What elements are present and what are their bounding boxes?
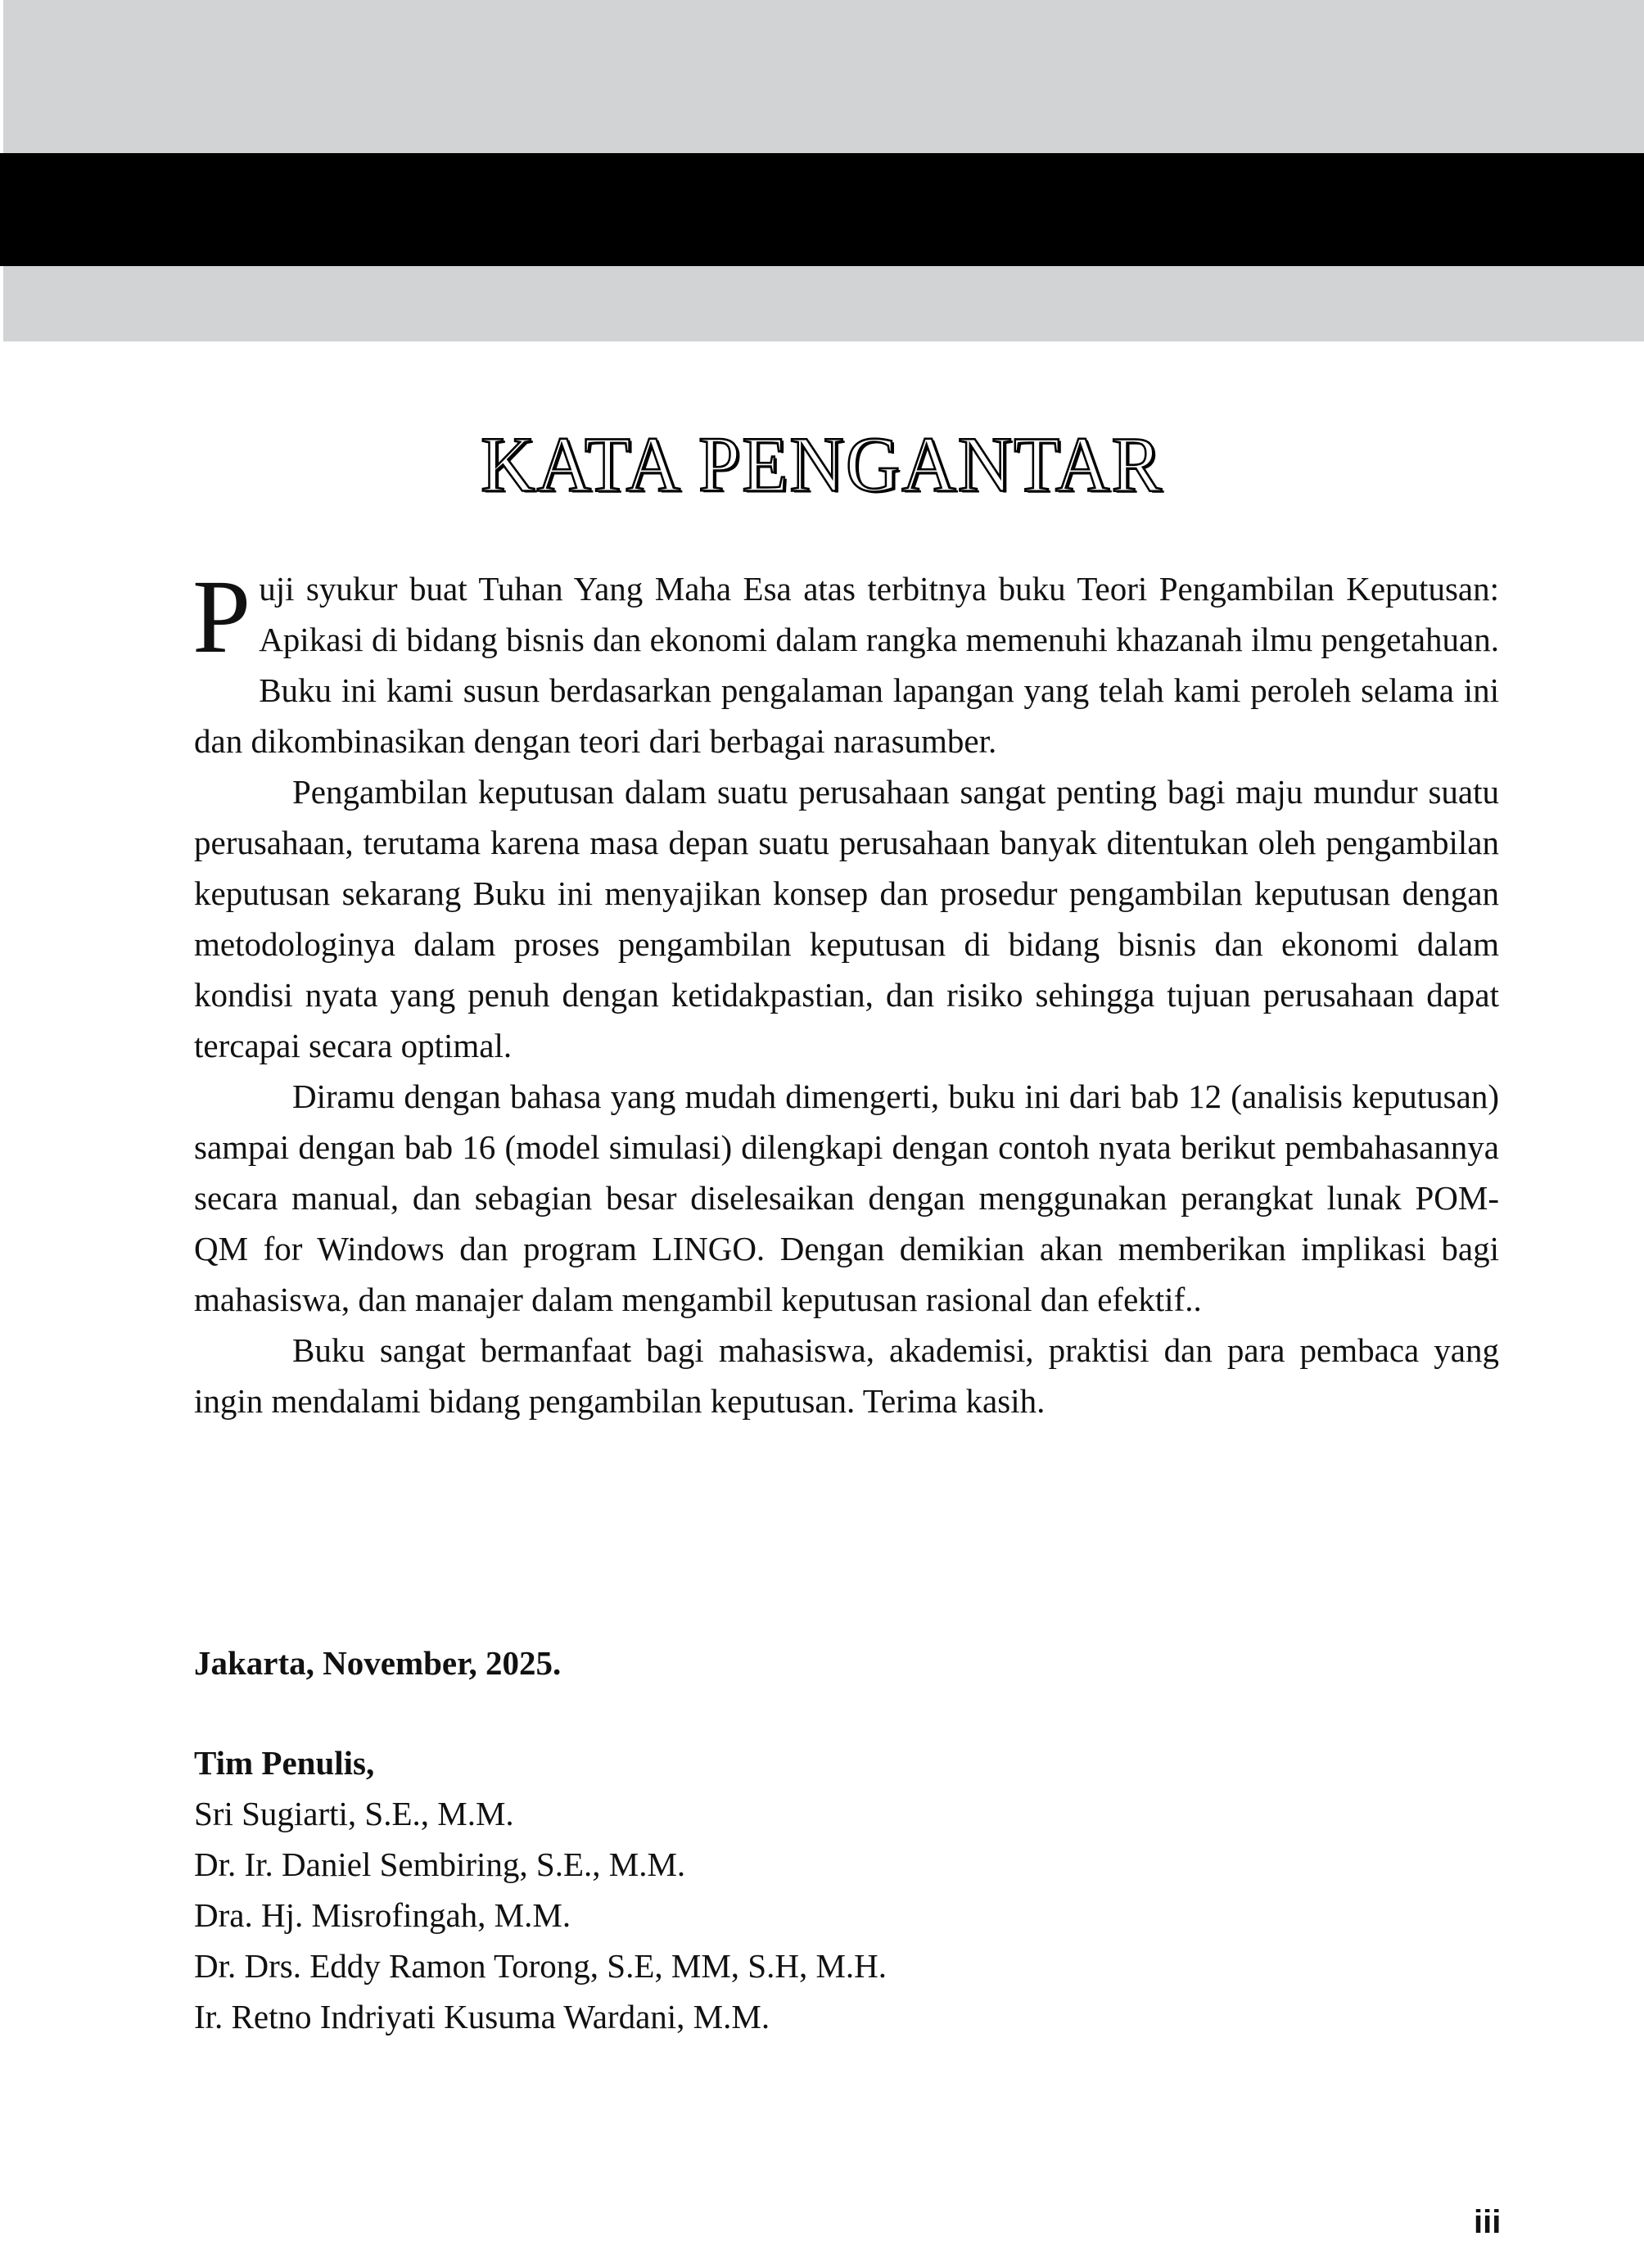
drop-cap: P — [192, 558, 251, 675]
paragraph-4: Buku sangat bermanfaat bagi mahasiswa, akademisi, praktisi dan para pembaca yang ingin mendalami bidang pengambilan keputusan. Terima kasih. — [194, 1331, 1499, 1420]
author-name: Dra. Hj. Misrofingah, M.M. — [194, 1896, 571, 1934]
header-band-black — [0, 153, 1644, 266]
author-name: Ir. Retno Indriyati Kusuma Wardani, M.M. — [194, 1998, 770, 2035]
paragraph-3: Diramu dengan bahasa yang mudah dimengerti, buku ini dari bab 12 (analisis keputusan) sampai dengan bab 16 (model simulasi) dilengkapi dengan contoh nyata berikut pembahasannya secara manual, dan sebagian besar diselesaikan dengan menggunakan perangkat lunak POM-QM for Windows dan program LINGO. Dengan demikian akan memberikan implikasi bagi mahasiswa, dan manajer dalam mengambil keputusan rasional dan efektif.. — [194, 1078, 1499, 1318]
paragraph-2: Pengambilan keputusan dalam suatu perusahaan sangat penting bagi maju mundur suatu perusahaan, terutama karena masa depan suatu perusahaan banyak ditentukan oleh pengambilan keputusan sekarang Buku ini menyajikan konsep dan prosedur pengambilan keputusan dengan metodologinya dalam proses pengambilan keputusan di bidang bisnis dan ekonomi dalam kondisi nyata yang penuh dengan ketidakpastian, dan risiko sehingga tujuan perusahaan dapat tercapai secara optimal. — [194, 773, 1499, 1064]
author-name: Dr. Ir. Daniel Sembiring, S.E., M.M. — [194, 1846, 686, 1883]
page-number: iii — [1474, 2204, 1502, 2240]
header-band-bottom — [3, 266, 1644, 341]
paragraph-1 — [192, 558, 1499, 766]
team-label: Tim Penulis, — [194, 1744, 375, 1782]
signature-block — [194, 1638, 887, 2042]
preface-body — [192, 558, 1499, 1426]
header-band-top — [3, 0, 1644, 153]
place-date: Jakarta, November, 2025. — [194, 1644, 562, 1682]
paragraph-1-text: uji syukur buat Tuhan Yang Maha Esa atas terbitnya buku Teori Pengambilan Keputusan: Apikasi di bidang bisnis dan ekonomi dalam rangka memenuhi khazanah ilmu pengetahuan. Buku ini kami susun berdasarkan pengalaman lapangan yang telah kami peroleh selama ini dan dikombinasikan dengan teori dari berbagai narasumber. — [194, 570, 1499, 760]
page-title: KATA PENGANTAR — [481, 420, 1163, 508]
author-name: Sri Sugiarti, S.E., M.M. — [194, 1795, 514, 1832]
author-name: Dr. Drs. Eddy Ramon Torong, S.E, MM, S.H, M.H. — [194, 1947, 887, 1985]
